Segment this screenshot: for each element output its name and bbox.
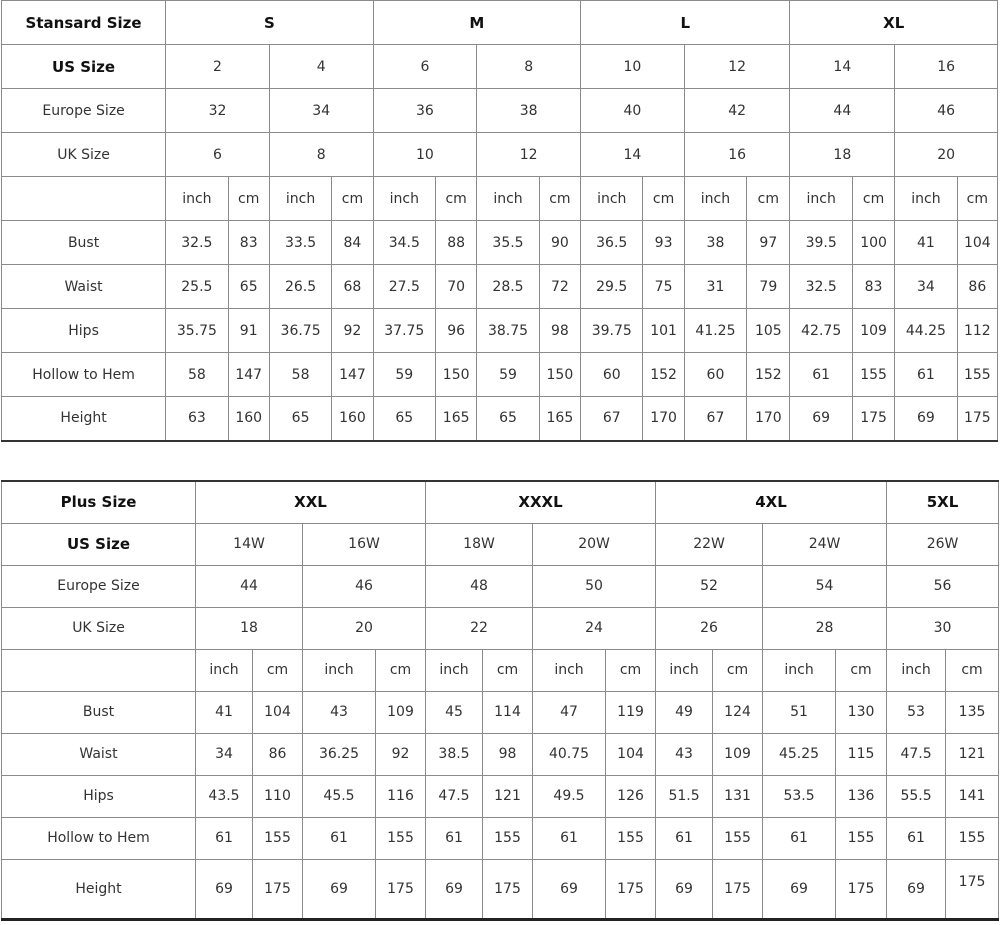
measurement-cm-cell: 165 [436,397,477,441]
unit-inch: inch [373,177,435,221]
measurement-row [2,691,999,733]
measurement-cm-cell: 175 [376,859,426,919]
standard-measurement-rows [2,221,998,441]
measurement-cm-cell: 65 [228,265,269,309]
measurement-cm-cell: 175 [253,859,303,919]
measurement-cm-cell: 104 [606,733,656,775]
measurement-label: Hips [2,309,166,353]
measurement-label: Waist [2,265,166,309]
measurement-inch-cell: 61 [656,817,713,859]
europe-size-cell: 54 [763,565,887,607]
unit-row [2,177,998,221]
measurement-cm-cell: 141 [946,775,999,817]
measurement-cm-cell: 126 [606,775,656,817]
uk-size-cell: 18 [790,133,895,177]
europe-size-cell: 42 [684,89,790,133]
measurement-cm-cell: 109 [713,733,763,775]
uk-size-cell: 20 [895,133,998,177]
uk-size-row [2,607,999,649]
measurement-cm-cell: 130 [836,691,887,733]
us-size-cell: 24W [763,523,887,565]
size-header-5xl: 5XL [887,481,999,523]
measurement-inch-cell: 38.75 [477,309,539,353]
uk-size-cell: 10 [373,133,477,177]
measurement-cm-cell: 98 [483,733,533,775]
measurement-cm-cell: 155 [957,353,997,397]
measurement-cm-cell: 155 [852,353,894,397]
unit-inch: inch [196,649,253,691]
measurement-inch-cell: 61 [303,817,376,859]
measurement-inch-cell: 44.25 [895,309,957,353]
europe-size-cell: 50 [533,565,656,607]
measurement-label: Height [2,859,196,919]
unit-cm: cm [436,177,477,221]
size-header-s: S [166,1,373,45]
measurement-cm-cell: 175 [946,859,999,919]
unit-cm: cm [836,649,887,691]
unit-inch: inch [656,649,713,691]
measurement-inch-cell: 61 [763,817,836,859]
measurement-cm-cell: 92 [332,309,373,353]
measurement-cm-cell: 175 [606,859,656,919]
measurement-cm-cell: 110 [253,775,303,817]
unit-inch: inch [166,177,228,221]
uk-size-cell: 20 [303,607,426,649]
measurement-cm-cell: 112 [957,309,997,353]
size-letter-row [2,481,999,523]
measurement-cm-cell: 175 [852,397,894,441]
europe-size-label: Europe Size [2,89,166,133]
europe-size-cell: 34 [269,89,373,133]
measurement-inch-cell: 61 [196,817,253,859]
measurement-cm-cell: 175 [713,859,763,919]
measurement-row [2,265,998,309]
measurement-inch-cell: 61 [887,817,946,859]
us-size-cell: 26W [887,523,999,565]
measurement-inch-cell: 60 [684,353,746,397]
measurement-cm-cell: 119 [606,691,656,733]
measurement-cm-cell: 68 [332,265,373,309]
measurement-inch-cell: 51 [763,691,836,733]
measurement-inch-cell: 32.5 [790,265,852,309]
measurement-cm-cell: 155 [376,817,426,859]
us-size-cell: 14W [196,523,303,565]
measurement-cm-cell: 104 [957,221,997,265]
us-size-label: US Size [2,523,196,565]
size-header-l: L [581,1,790,45]
plus-size-table [1,480,999,921]
measurement-inch-cell: 29.5 [581,265,643,309]
unit-cm: cm [539,177,580,221]
measurement-inch-cell: 28.5 [477,265,539,309]
measurement-inch-cell: 69 [303,859,376,919]
measurement-row [2,775,999,817]
unit-cm: cm [253,649,303,691]
unit-inch: inch [895,177,957,221]
unit-cm: cm [643,177,684,221]
europe-size-row [2,565,999,607]
measurement-cm-cell: 150 [539,353,580,397]
measurement-inch-cell: 41 [895,221,957,265]
measurement-inch-cell: 55.5 [887,775,946,817]
measurement-cm-cell: 121 [946,733,999,775]
measurement-inch-cell: 33.5 [269,221,331,265]
measurement-inch-cell: 69 [196,859,253,919]
measurement-cm-cell: 72 [539,265,580,309]
measurement-label: Hollow to Hem [2,353,166,397]
unit-inch: inch [581,177,643,221]
measurement-inch-cell: 67 [581,397,643,441]
measurement-inch-cell: 45 [426,691,483,733]
unit-inch: inch [426,649,483,691]
unit-inch: inch [269,177,331,221]
measurement-cm-cell: 91 [228,309,269,353]
measurement-inch-cell: 34.5 [373,221,435,265]
measurement-label: Hollow to Hem [2,817,196,859]
unit-inch: inch [684,177,746,221]
measurement-label: Bust [2,691,196,733]
table-header-label: Stansard Size [2,1,166,45]
measurement-inch-cell: 36.25 [303,733,376,775]
measurement-cm-cell: 175 [957,397,997,441]
measurement-cm-cell: 160 [332,397,373,441]
measurement-inch-cell: 69 [426,859,483,919]
unit-inch: inch [763,649,836,691]
measurement-inch-cell: 69 [533,859,606,919]
uk-size-cell: 28 [763,607,887,649]
size-letter-row [2,1,998,45]
measurement-inch-cell: 45.5 [303,775,376,817]
unit-inch: inch [477,177,539,221]
uk-size-cell: 24 [533,607,656,649]
measurement-inch-cell: 69 [887,859,946,919]
measurement-inch-cell: 42.75 [790,309,852,353]
measurement-inch-cell: 49 [656,691,713,733]
europe-size-cell: 44 [790,89,895,133]
measurement-inch-cell: 35.5 [477,221,539,265]
unit-inch: inch [533,649,606,691]
measurement-inch-cell: 37.75 [373,309,435,353]
measurement-inch-cell: 43 [656,733,713,775]
measurement-cm-cell: 155 [606,817,656,859]
measurement-inch-cell: 67 [684,397,746,441]
europe-size-cell: 46 [303,565,426,607]
measurement-cm-cell: 96 [436,309,477,353]
us-size-cell: 22W [656,523,763,565]
measurement-inch-cell: 60 [581,353,643,397]
measurement-cm-cell: 70 [436,265,477,309]
measurement-inch-cell: 47.5 [887,733,946,775]
europe-size-cell: 38 [477,89,581,133]
us-size-cell: 12 [684,45,790,89]
measurement-inch-cell: 58 [269,353,331,397]
europe-size-cell: 32 [166,89,270,133]
measurement-cm-cell: 109 [376,691,426,733]
uk-size-cell: 16 [684,133,790,177]
measurement-cm-cell: 121 [483,775,533,817]
measurement-cm-cell: 135 [946,691,999,733]
size-header-4xl: 4XL [656,481,887,523]
uk-size-cell: 22 [426,607,533,649]
unit-cm: cm [946,649,999,691]
measurement-label: Waist [2,733,196,775]
measurement-inch-cell: 61 [533,817,606,859]
unit-cm: cm [332,177,373,221]
measurement-inch-cell: 59 [373,353,435,397]
uk-size-cell: 18 [196,607,303,649]
measurement-inch-cell: 36.75 [269,309,331,353]
europe-size-label: Europe Size [2,565,196,607]
table-header-label: Plus Size [2,481,196,523]
measurement-cm-cell: 88 [436,221,477,265]
measurement-cm-cell: 170 [643,397,684,441]
measurement-cm-cell: 175 [483,859,533,919]
uk-size-cell: 14 [581,133,685,177]
unit-inch: inch [303,649,376,691]
measurement-inch-cell: 41.25 [684,309,746,353]
measurement-inch-cell: 69 [763,859,836,919]
europe-size-cell: 56 [887,565,999,607]
measurement-cm-cell: 170 [747,397,790,441]
measurement-inch-cell: 27.5 [373,265,435,309]
measurement-inch-cell: 25.5 [166,265,228,309]
measurement-label: Height [2,397,166,441]
measurement-inch-cell: 69 [656,859,713,919]
measurement-cm-cell: 147 [228,353,269,397]
measurement-inch-cell: 59 [477,353,539,397]
measurement-inch-cell: 65 [477,397,539,441]
measurement-cm-cell: 160 [228,397,269,441]
measurement-inch-cell: 63 [166,397,228,441]
measurement-row [2,397,998,441]
unit-cm: cm [228,177,269,221]
measurement-cm-cell: 124 [713,691,763,733]
unit-cm: cm [852,177,894,221]
measurement-inch-cell: 47 [533,691,606,733]
size-header-xxxl: XXXL [426,481,656,523]
measurement-cm-cell: 155 [483,817,533,859]
uk-size-cell: 30 [887,607,999,649]
measurement-cm-cell: 131 [713,775,763,817]
us-size-cell: 16 [895,45,998,89]
measurement-cm-cell: 98 [539,309,580,353]
measurement-cm-cell: 155 [836,817,887,859]
measurement-row [2,733,999,775]
uk-size-cell: 26 [656,607,763,649]
measurement-cm-cell: 165 [539,397,580,441]
measurement-inch-cell: 43 [303,691,376,733]
measurement-label: Bust [2,221,166,265]
us-size-cell: 8 [477,45,581,89]
size-header-m: M [373,1,580,45]
measurement-inch-cell: 41 [196,691,253,733]
measurement-cm-cell: 86 [253,733,303,775]
unit-cm: cm [376,649,426,691]
measurement-inch-cell: 34 [196,733,253,775]
uk-size-row [2,133,998,177]
unit-inch: inch [887,649,946,691]
europe-size-cell: 48 [426,565,533,607]
uk-size-label: UK Size [2,133,166,177]
measurement-inch-cell: 36.5 [581,221,643,265]
measurement-inch-cell: 32.5 [166,221,228,265]
measurement-cm-cell: 75 [643,265,684,309]
uk-size-cell: 12 [477,133,581,177]
unit-cm: cm [606,649,656,691]
measurement-cm-cell: 104 [253,691,303,733]
measurement-inch-cell: 35.75 [166,309,228,353]
unit-cm: cm [747,177,790,221]
europe-size-cell: 44 [196,565,303,607]
measurement-inch-cell: 38.5 [426,733,483,775]
measurement-inch-cell: 51.5 [656,775,713,817]
measurement-cm-cell: 155 [253,817,303,859]
standard-size-table [1,0,998,442]
measurement-inch-cell: 58 [166,353,228,397]
measurement-inch-cell: 61 [790,353,852,397]
measurement-inch-cell: 31 [684,265,746,309]
measurement-row [2,221,998,265]
measurement-inch-cell: 53 [887,691,946,733]
measurement-cm-cell: 155 [946,817,999,859]
measurement-cm-cell: 136 [836,775,887,817]
measurement-inch-cell: 49.5 [533,775,606,817]
measurement-cm-cell: 90 [539,221,580,265]
us-size-cell: 16W [303,523,426,565]
measurement-inch-cell: 47.5 [426,775,483,817]
us-size-row [2,523,999,565]
us-size-cell: 2 [166,45,270,89]
measurement-cm-cell: 175 [836,859,887,919]
measurement-inch-cell: 39.75 [581,309,643,353]
size-header-xl: XL [790,1,998,45]
measurement-inch-cell: 38 [684,221,746,265]
measurement-cm-cell: 152 [643,353,684,397]
us-size-cell: 18W [426,523,533,565]
size-header-xxl: XXL [196,481,426,523]
europe-size-cell: 40 [581,89,685,133]
measurement-inch-cell: 69 [790,397,852,441]
measurement-inch-cell: 65 [269,397,331,441]
measurement-inch-cell: 61 [895,353,957,397]
measurement-cm-cell: 150 [436,353,477,397]
us-size-label: US Size [2,45,166,89]
europe-size-cell: 52 [656,565,763,607]
measurement-inch-cell: 61 [426,817,483,859]
measurement-cm-cell: 83 [852,265,894,309]
measurement-cm-cell: 86 [957,265,997,309]
measurement-cm-cell: 93 [643,221,684,265]
measurement-cm-cell: 101 [643,309,684,353]
europe-size-row [2,89,998,133]
plus-measurement-rows [2,691,999,919]
measurement-cm-cell: 100 [852,221,894,265]
measurement-inch-cell: 65 [373,397,435,441]
us-size-cell: 4 [269,45,373,89]
uk-size-label: UK Size [2,607,196,649]
europe-size-cell: 46 [895,89,998,133]
unit-cm: cm [713,649,763,691]
measurement-cm-cell: 84 [332,221,373,265]
measurement-inch-cell: 40.75 [533,733,606,775]
us-size-cell: 6 [373,45,477,89]
measurement-row [2,353,998,397]
measurement-cm-cell: 83 [228,221,269,265]
measurement-cm-cell: 147 [332,353,373,397]
unit-row-empty-label [2,649,196,691]
measurement-label: Hips [2,775,196,817]
unit-cm: cm [483,649,533,691]
uk-size-cell: 8 [269,133,373,177]
measurement-row [2,817,999,859]
measurement-cm-cell: 79 [747,265,790,309]
measurement-inch-cell: 43.5 [196,775,253,817]
measurement-row [2,859,999,919]
measurement-cm-cell: 116 [376,775,426,817]
unit-row-empty-label [2,177,166,221]
unit-cm: cm [957,177,997,221]
uk-size-cell: 6 [166,133,270,177]
measurement-cm-cell: 105 [747,309,790,353]
measurement-inch-cell: 53.5 [763,775,836,817]
measurement-row [2,309,998,353]
measurement-inch-cell: 34 [895,265,957,309]
us-size-cell: 14 [790,45,895,89]
measurement-cm-cell: 92 [376,733,426,775]
measurement-cm-cell: 97 [747,221,790,265]
unit-inch: inch [790,177,852,221]
unit-row [2,649,999,691]
measurement-cm-cell: 115 [836,733,887,775]
us-size-row [2,45,998,89]
us-size-cell: 20W [533,523,656,565]
measurement-cm-cell: 155 [713,817,763,859]
measurement-inch-cell: 45.25 [763,733,836,775]
measurement-cm-cell: 114 [483,691,533,733]
europe-size-cell: 36 [373,89,477,133]
measurement-cm-cell: 109 [852,309,894,353]
us-size-cell: 10 [581,45,685,89]
measurement-inch-cell: 39.5 [790,221,852,265]
measurement-inch-cell: 26.5 [269,265,331,309]
measurement-cm-cell: 152 [747,353,790,397]
measurement-inch-cell: 69 [895,397,957,441]
